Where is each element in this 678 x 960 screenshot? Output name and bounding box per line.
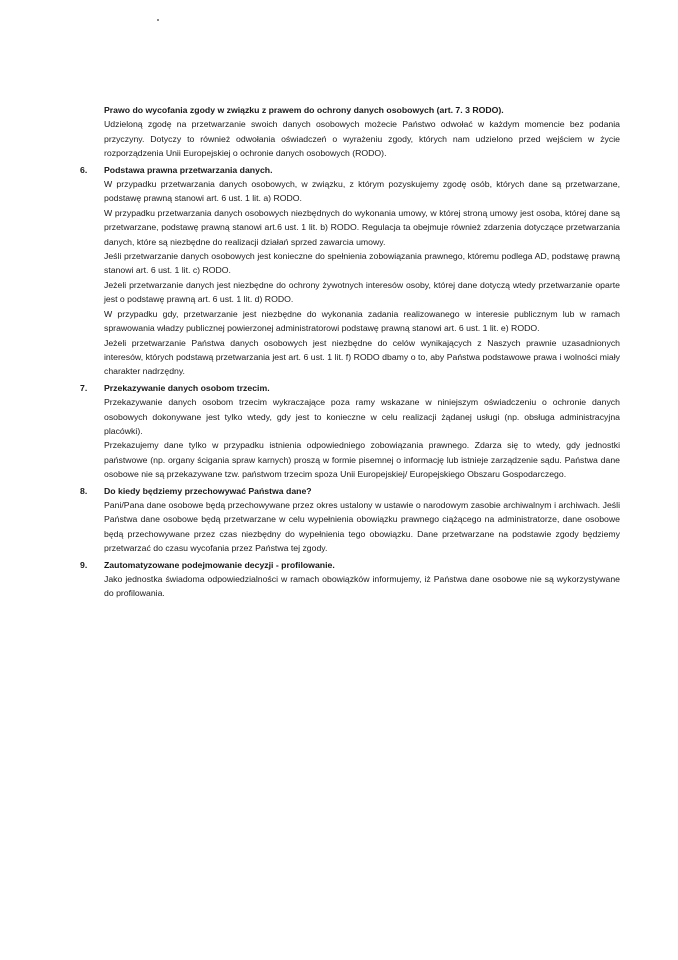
section-6-title: Podstawa prawna przetwarzania danych. <box>104 164 273 175</box>
section-6-paragraph-5: W przypadku gdy, przetwarzanie jest niezbędne do wykonania zadania realizowanego w interesie publicznym lub w ramach sprawowania władzy publicznej powierzonej administratorowi podstawę prawną stanowi art. 6 ust. 1 lit. e) RODO. <box>104 308 620 334</box>
section-6-heading <box>80 163 620 177</box>
section-8-heading <box>80 484 620 498</box>
section-8-number: 8. <box>80 485 88 496</box>
section-6-paragraph-1: W przypadku przetwarzania danych osobowych, w związku, z którym pozyskujemy zgodę osób, których dane są przetwarzane, podstawę prawną stanowi art. 6 ust. 1 lit. a) RODO. <box>104 179 620 204</box>
section-6-paragraph-4: Jeżeli przetwarzanie danych jest niezbędne do ochrony żywotnych interesów osoby, której dane dotyczą wtedy przetwarzanie oparte jest o podstawę prawną art. 6 ust. 1 lit. d) RODO. <box>104 279 620 305</box>
section-7-paragraph-1: Przekazywanie danych osobom trzecim wykraczające poza ramy wskazane w niniejszym oświadczeniu o ochronie danych osobowych dokonywane jest tylko wtedy, gdy jest to konieczne w celu realizacji żądanej usługi (np. obsługa administracyjna placówki). <box>104 397 620 436</box>
intro-paragraph: Udzieloną zgodę na przetwarzanie swoich danych osobowych możecie Państwo odwołać w każdym momencie bez podania przyczyny. Dotyczy to również odwołania oświadczeń o wyrażeniu zgody, których nam udzielono przed wejściem w życie rozporządzenia Unii Europejskiej o ochronie danych osobowych (RODO). <box>104 119 620 159</box>
section-9-title: Zautomatyzowane podejmowanie decyzji - profilowanie. <box>104 559 335 570</box>
intro-heading: Prawo do wycofania zgody w związku z prawem do ochrony danych osobowych (art. 7. 3 RODO). <box>104 105 504 115</box>
section-7-paragraph-2: Przekazujemy dane tylko w przypadku istnienia odpowiedniego zobowiązania prawnego. Zdarza się to wtedy, gdy jednostki państwowe (np. organy ścigania spraw karnych) proszą w formie pisemnej o informację lub istnieje zarządzenie sądu. Państwa dane osobowe nie są przekazywane tzw. państwom trzecim spoza Unii Europejskiej/ Europejskiego Obszaru Gospodarczego. <box>104 440 620 480</box>
section-9-heading <box>80 558 620 572</box>
section-6-paragraph-6: Jeżeli przetwarzanie Państwa danych osobowych jest niezbędne do celów wynikających z Naszych prawnie uzasadnionych interesów, których podstawą przetwarzania jest art. 6 ust. 1 lit. f) RODO dbamy o to, aby Państwa podstawowe prawa i wolności miały charakter nadrzędny. <box>104 337 620 377</box>
section-8-paragraph-1: Pani/Pana dane osobowe będą przechowywane przez okres ustalony w ustawie o narodowym zasobie archiwalnym i archiwach. Jeśli Państwa dane osobowe będą przetwarzane w celu wypełnienia obowiązku prawnego ciążącego na administratorze, dane osobowe będą przechowywane przez czas niezbędny do wypełnienia tego obowiązku. Dane przetwarzane na podstawie zgody będziemy przetwarzać do czasu wycofania przez Państwa tej zgody. <box>104 499 620 554</box>
scan-speck <box>157 19 159 21</box>
section-9-paragraph-1: Jako jednostka świadoma odpowiedzialności w ramach obowiązków informujemy, iż Państwa dane osobowe nie są wykorzystywane do profilowania. <box>104 574 620 599</box>
section-9-number: 9. <box>80 559 88 570</box>
section-6-number: 6. <box>80 164 88 175</box>
section-7-title: Przekazywanie danych osobom trzecim. <box>104 382 270 393</box>
section-6-paragraph-3: Jeśli przetwarzanie danych osobowych jest konieczne do spełnienia zobowiązania prawnego, któremu podlega AD, podstawę prawną stanowi art. 6 ust. 1 lit. c) RODO. <box>104 251 620 276</box>
section-7-heading <box>80 381 620 395</box>
section-6-paragraph-2: W przypadku przetwarzania danych osobowych niezbędnych do wykonania umowy, w której stroną umowy jest osoba, której dane są przetwarzane, podstawę prawną stanowi art.6 ust. 1 lit. b) RODO. Regulacja ta obejmuje również zdarzenia dotyczące przetwarzania danych, które są niezbędne do realizacji działań sprzed zawarcia umowy. <box>104 207 620 247</box>
section-7-number: 7. <box>80 382 88 393</box>
section-8-title: Do kiedy będziemy przechowywać Państwa dane? <box>104 485 312 496</box>
document-body <box>80 103 620 601</box>
